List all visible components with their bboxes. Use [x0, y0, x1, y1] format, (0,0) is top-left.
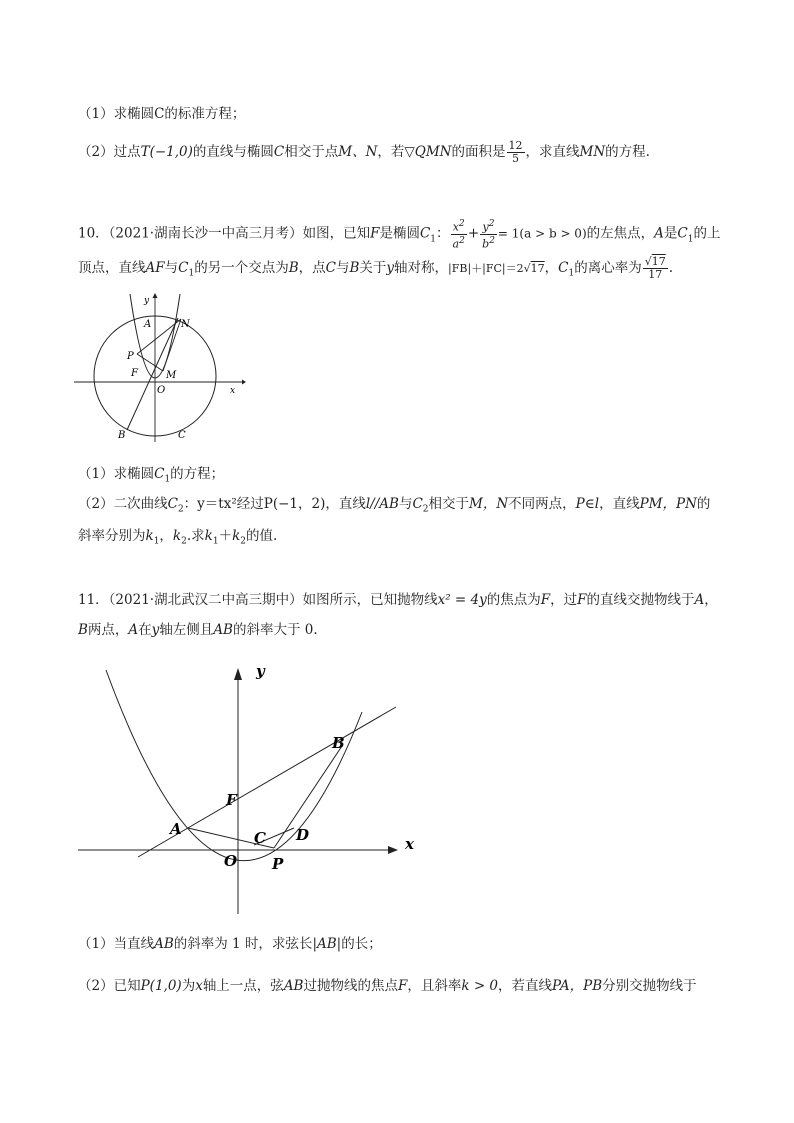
q10-x-arrow: [242, 380, 246, 385]
q9-part2: （2）过点T(−1,0)的直线与椭圆C相交于点M、N，若▽QMN的面积是 $\frac{12}{5}$ ，求直线MN的方程.: [78, 139, 650, 165]
q10-part1: （1）求椭圆$C_1$的方程；: [78, 466, 225, 485]
q11-line2: B两点，A在y轴左侧且AB的斜率大于 0.: [78, 622, 318, 638]
frac-x2-a2: $\frac{x^2}{a^2}$: [452, 219, 465, 251]
q11-parabola-figure: [74, 652, 424, 917]
fraction-12-5: $\frac{12}{5}$: [508, 139, 523, 165]
q11-label-C: C: [254, 829, 266, 847]
q11-label-O: O: [224, 852, 238, 870]
q9-part1: （1）求椭圆C的标准方程；: [78, 106, 246, 122]
q11-label-y: y: [256, 662, 265, 680]
q10-part2-line2: 斜率分别为$k_1$，$k_2$.求$k_1+k_2$的值.: [78, 528, 278, 547]
q10-label-N: N: [181, 319, 190, 330]
q10-label-B: B: [118, 430, 126, 441]
q10-label-P: P: [127, 351, 134, 362]
q11-label-P: P: [272, 855, 284, 873]
q11-label-x: x: [405, 835, 414, 853]
q10-label-O: O: [157, 385, 166, 396]
q11-line1: 11．（2021·湖北武汉二中高三期中）如图所示，已知抛物线x² = 4y的焦点为F，过F的直线交抛物线于A，: [78, 592, 718, 608]
q11-label-F: F: [226, 791, 237, 809]
q10-label-A: A: [144, 319, 152, 330]
q10-y-arrow: [153, 293, 158, 298]
q11-label-A: A: [170, 820, 182, 838]
frac-y2-b2: $\frac{y^2}{b^2}$: [482, 219, 495, 251]
q10-label-F: F: [131, 368, 138, 379]
q10-part2-line1: （2）二次曲线$C_2$：y＝tx²经过P(−1，2)，直线l//AB与$C_2$相交于M，N不同两点，P∈l，直线PM，PN的: [78, 496, 711, 515]
frac-ecc: $\frac{√17}{17}$: [644, 255, 666, 281]
q11-x-arrow: [388, 846, 398, 854]
q10-line2: 顶点，直线AF与$C_1$的另一个交点为B，点C与B关于y轴对称，|FB|＋|FC|＝2√17，$C_1$的离心率为 $\frac{√17}{17}$ .: [78, 255, 674, 281]
q10-label-x: x: [230, 386, 236, 396]
q10-label-M: M: [166, 370, 177, 381]
q10-ellipse-figure: [74, 292, 246, 442]
q10-line1: 10．（2021·湖南长沙一中高三月考）如图，已知F是椭圆$C_1$： $\frac{x^2}{a^2}$ + $\frac{y^2}{b^2}$ = 1(a > b > 0)的左焦点，A是$C_1$的上: [78, 219, 721, 251]
q11-label-B: B: [332, 734, 345, 752]
q10-label-y: y: [144, 296, 150, 306]
q11-parabola: [106, 670, 362, 861]
q11-label-D: D: [296, 826, 310, 844]
q10-segment-PM: [137, 354, 163, 371]
q10-label-C: C: [178, 430, 186, 441]
q11-y-arrow: [234, 668, 242, 680]
q11-part2: （2）已知P(1,0)为x轴上一点，弦AB过抛物线的焦点F，且斜率k > 0，若直线PA，PB分别交抛物线于: [78, 978, 697, 994]
q11-part1: （1）当直线AB的斜率为 1 时，求弦长|AB|的长；: [78, 936, 382, 952]
